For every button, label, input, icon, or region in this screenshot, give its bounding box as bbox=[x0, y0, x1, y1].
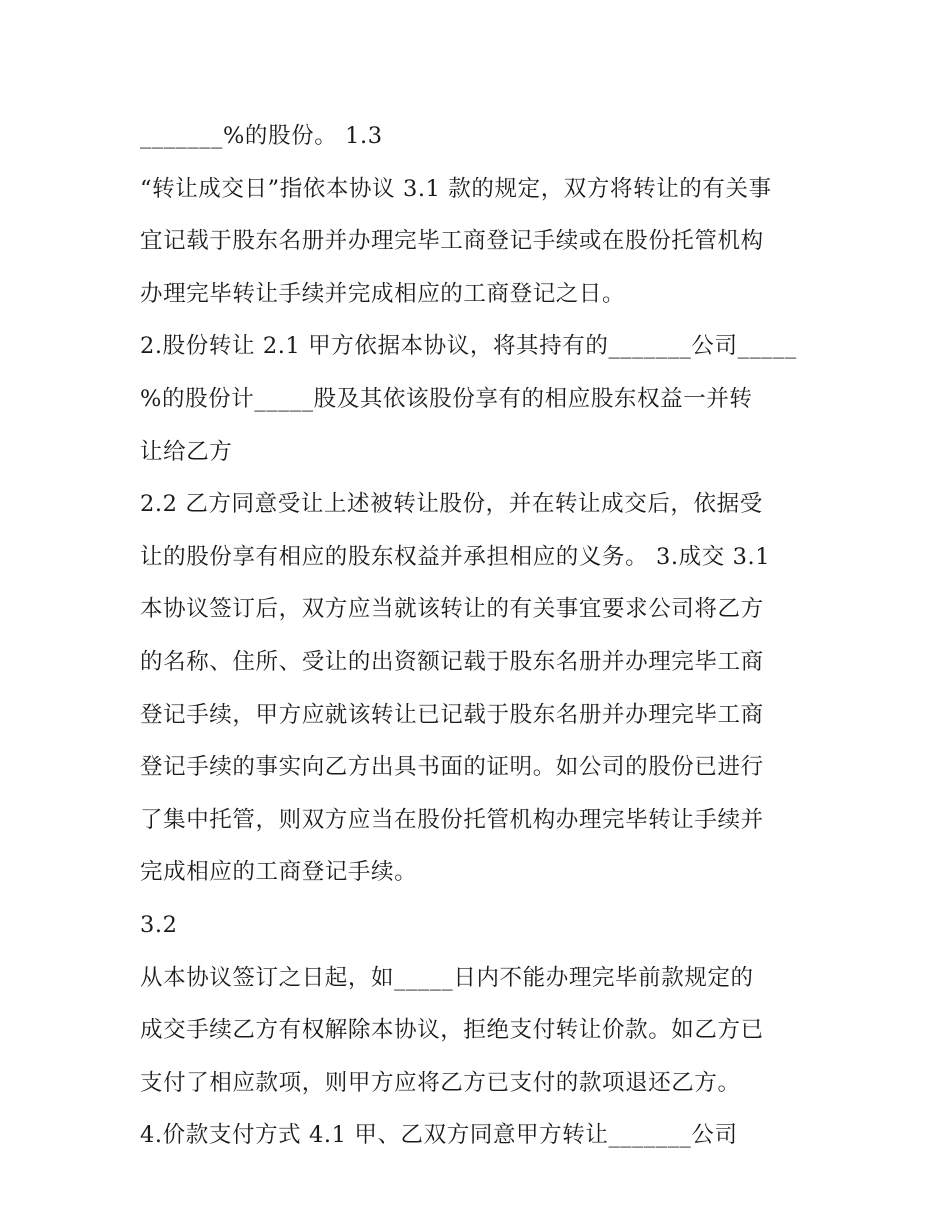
text-line: 2.股份转让 2.1 甲方依据本协议，将其持有的_______公司_____ bbox=[140, 333, 797, 360]
text-line: 完成相应的工商登记手续。 bbox=[140, 859, 418, 886]
text-line: “转让成交日”指依本协议 3.1 款的规定，双方将转让的有关事 bbox=[140, 175, 772, 202]
text-line: 4.价款支付方式 4.1 甲、乙双方同意甲方转让_______公司 bbox=[140, 1122, 738, 1149]
text-line: 从本协议签订之日起，如_____日内不能办理完毕前款规定的 bbox=[140, 964, 754, 991]
text-line: %的股份计_____股及其依该股份享有的相应股东权益一并转 bbox=[140, 385, 753, 412]
text-line: 3.2 bbox=[140, 911, 178, 938]
text-line: 登记手续，甲方应就该转让已记载于股东名册并办理完毕工商 bbox=[140, 701, 764, 728]
text-line: 了集中托管，则双方应当在股份托管机构办理完毕转让手续并 bbox=[140, 806, 764, 833]
text-line: 支付了相应款项，则甲方应将乙方已支付的款项退还乙方。 bbox=[140, 1069, 741, 1096]
text-line: 让给乙方 bbox=[140, 438, 233, 465]
text-line: 2.2 乙方同意受让上述被转让股份，并在转让成交后，依据受 bbox=[140, 491, 763, 518]
text-line: 成交手续乙方有权解除本协议，拒绝支付转让价款。如乙方已 bbox=[140, 1017, 764, 1044]
text-line: 的名称、住所、受让的出资额记载于股东名册并办理完毕工商 bbox=[140, 648, 764, 675]
text-line: 办理完毕转让手续并完成相应的工商登记之日。 bbox=[140, 280, 626, 307]
text-line: 登记手续的事实向乙方出具书面的证明。如公司的股份已进行 bbox=[140, 754, 764, 781]
contract-body bbox=[140, 110, 830, 1162]
text-line: _______%的股份。 1.3 bbox=[140, 123, 383, 149]
text-line: 宜记载于股东名册并办理完毕工商登记手续或在股份托管机构 bbox=[140, 228, 764, 255]
text-line: 本协议签订后，双方应当就该转让的有关事宜要求公司将乙方 bbox=[140, 596, 764, 623]
text-line: 让的股份享有相应的股东权益并承担相应的义务。 3.成交 3.1 bbox=[140, 543, 771, 570]
